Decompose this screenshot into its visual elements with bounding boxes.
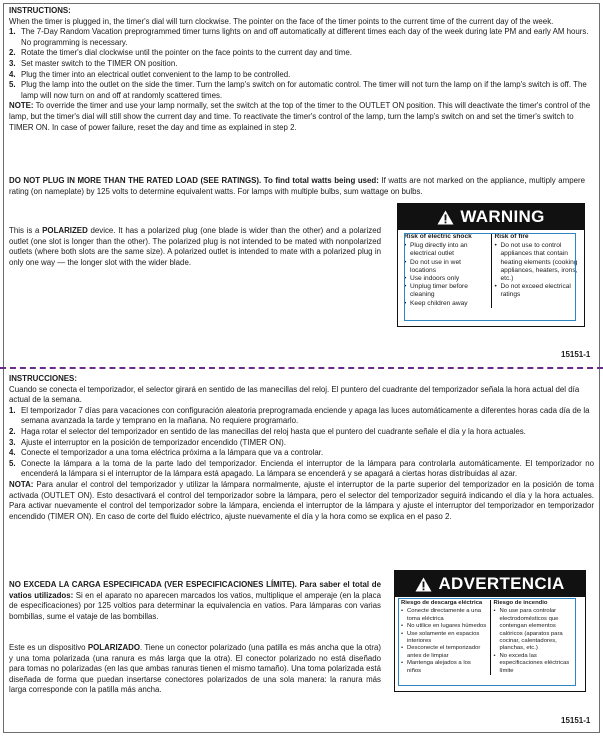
list-item: • No use para controlar electrodomésticos que contengan elementos calóricos (aparatos para cocinar, calentadores, planchas, etc.)	[494, 608, 580, 652]
spanish-polarized-paragraph: Este es un dispositivo POLARIZADO. Tiene un conector polarizado (una patilla es más ancha que la otra) y una toma polarizada (una ranura es más larga que la otra). El conector polarizado no está diseñado para tomas no polarizadas (en las que ambas ranuras tienen el mismo tamaño). Una toma polarizada está diseñada de forma que puedan insertarse conectores polarizados de una sola manera: la ranura más larga corresponde con la patilla más ancha.	[9, 643, 381, 695]
list-item: • Use indoors only	[404, 275, 488, 283]
warning-title: WARNING	[460, 206, 545, 226]
list-item: • No exceda las especificaciones eléctricas límite	[494, 653, 580, 675]
list-item: • Do not exceed electrical ratings	[495, 283, 579, 299]
highlight-outline	[404, 233, 576, 321]
list-item: • Keep children away	[404, 300, 488, 308]
list-item: • Plug directly into an electrical outlet	[404, 242, 488, 258]
english-intro: When the timer is plugged in, the timer's dial will turn clockwise. The pointer on the face of the timer points to the current time of the current day of the week.	[9, 16, 554, 26]
spanish-steps	[9, 406, 594, 480]
english-step: 3. Set master switch to the TIMER ON position.	[9, 58, 178, 68]
shock-risk-heading: Riesgo de descarga eléctrica	[401, 600, 483, 606]
english-note: NOTE: To override the timer and use your lamp normally, set the switch at the top of the timer to the OUTLET ON position. This will deactivate the timer's control of the lamp, but the timer's dial will still show the current day and time. To reactivate the timer's control of the lamp, turn the lamp's switch on and set the timer's switch to TIMER ON. In case of power failure, reset the day and time as explained in step 2.	[9, 101, 591, 132]
shock-risk-heading: Risk of electric shock	[404, 233, 472, 240]
cut-line	[0, 367, 603, 369]
spanish-intro: Cuando se conecta el temporizador, el selector girará en sentido de las manecillas del reloj. El puntero del cuadrante del temporizador señala la hora actual del día actual de la semana.	[9, 384, 580, 405]
english-steps	[9, 27, 594, 101]
spanish-step: 4. Conecte el temporizador a una toma eléctrica próxima a la lámpara que va a controlar.	[9, 448, 324, 458]
fire-risk-heading: Risk of fire	[494, 233, 529, 240]
highlight-outline	[398, 598, 576, 686]
spanish-part-code: 15151-1	[561, 716, 591, 725]
english-part-code: 15151-1	[561, 350, 591, 359]
warning-header	[395, 571, 585, 597]
english-rating-paragraph: DO NOT PLUG IN MORE THAN THE RATED LOAD (SEE RATINGS). To find total watts being used: If watts are not marked on the appliance, multiply ampere rating (on nameplate) by 125 volts to determine equivalent watts. For lamps with multiple bulbs, sum wattage on bulbs.	[9, 176, 585, 196]
list-item: • Use solamente en espacios interiores	[401, 631, 487, 646]
spanish-note: NOTA: Para anular el control del temporizador y utilizar la lámpara normalmente, ajuste el interruptor de la parte superior del temporizador en la posición de toma activada (OUTLET ON). Esto desactivará el control del temporizador sobre la lámpara, pero el selector del temporizador seguirá indicando el día y la hora actuales. Para activar nuevamente el control del temporizador sobre la lámpara, encienda el interruptor de la lámpara y ajuste el interruptor del temporizador en temporizador encendido (TIMER ON). En caso de corte del fluido eléctrico, ajuste nuevamente el día y la hora como se explica en el paso 2.	[9, 479, 594, 521]
list-item: • No utilice en lugares húmedos	[401, 623, 487, 630]
list-item: • Mantenga alejados a los niños	[401, 660, 487, 675]
spanish-heading: INSTRUCCIONES:	[9, 374, 77, 383]
english-polarized-paragraph: This is a POLARIZED device. It has a polarized plug (one blade is wider than the other) and a polarized outlet (one slot is longer than the other). The polarized plug is not intended to be mated with nonpolarized outlets (where both slots are the same size). A polarized outlet is intended to mate with a polarized plug in only one way — the longer slot with the wider blade.	[9, 226, 381, 267]
list-item: • Desconecte el temporizador antes de limpiar	[401, 645, 487, 660]
english-step: 4. Plug the timer into an electrical outlet convenient to the lamp to be controlled.	[9, 69, 291, 79]
english-step: 2. Rotate the timer's dial clockwise until the pointer on the face points to the current day and time.	[9, 48, 352, 58]
english-heading: INSTRUCTIONS:	[9, 6, 71, 15]
spanish-step: 2. Haga rotar el selector del temporizador en sentido de las manecillas del reloj hasta que el puntero del cuadrante señale el día y la hora actuales.	[9, 426, 526, 436]
spanish-step: 5. Conecte la lámpara a la toma de la parte lado del temporizador. Encienda el interruptor de la lámpara para controlarla automáticamente. El temporizador no encenderá la lámpara si el interruptor de la lámpara está apagado. La lámpara se encenderá y se apagará a ciertas horas distribuidas al azar.	[9, 458, 594, 479]
english-step: 5. Plug the lamp into the outlet on the side the timer. Turn the lamp's switch on for automatic control. The timer will not turn the lamp on if the lamp's switch is off. The lamp will now turn on and off at randomly scattered times.	[9, 80, 587, 100]
spanish-step: 1. El temporizador 7 días para vacaciones con configuración aleatoria preprogramada enciende y apaga las luces automáticamente a diferentes horas cada día de la semana avanzada la tarde y temprano en la mañana. No requiere programarlo.	[9, 405, 590, 426]
list-item: • Unplug timer before cleaning	[404, 283, 488, 299]
warning-title: ADVERTENCIA	[438, 573, 565, 593]
warning-header	[398, 204, 584, 230]
warning-triangle-icon	[415, 577, 432, 592]
fire-risk-heading: Riesgo de incendio	[493, 600, 548, 606]
spanish-rating-paragraph: NO EXCEDA LA CARGA ESPECIFICADA (VER ESPECIFICACIONES LÍMITE). Para saber el total de vatios utilizados: Si en el aparato no aparecen marcados los vatios, multiplique el amperaje (en la placa de especificaciones) por 125 voltios para determinar la equivalencia en vatios. Para lámparas con varias bombillas, sume el vataje de las bombillas.	[9, 580, 381, 621]
list-item: • Conecte directamente a una toma eléctrica	[401, 608, 487, 623]
english-step: 1. The 7-Day Random Vacation preprogrammed timer turns lights on and off automatically at different times each day of the week during late PM and early AM hours. No programming is necessary.	[9, 27, 589, 47]
list-item: • Do not use in wet locations	[404, 259, 488, 275]
spanish-instructions	[9, 374, 594, 522]
spanish-step: 3. Ajuste el interruptor en la posición de temporizador encendido (TIMER ON).	[9, 437, 286, 447]
english-instructions	[9, 6, 594, 133]
list-item: • Do not use to control appliances that contain heating elements (cooking appliances, heaters, irons, etc.)	[495, 242, 579, 283]
warning-triangle-icon	[437, 210, 454, 225]
